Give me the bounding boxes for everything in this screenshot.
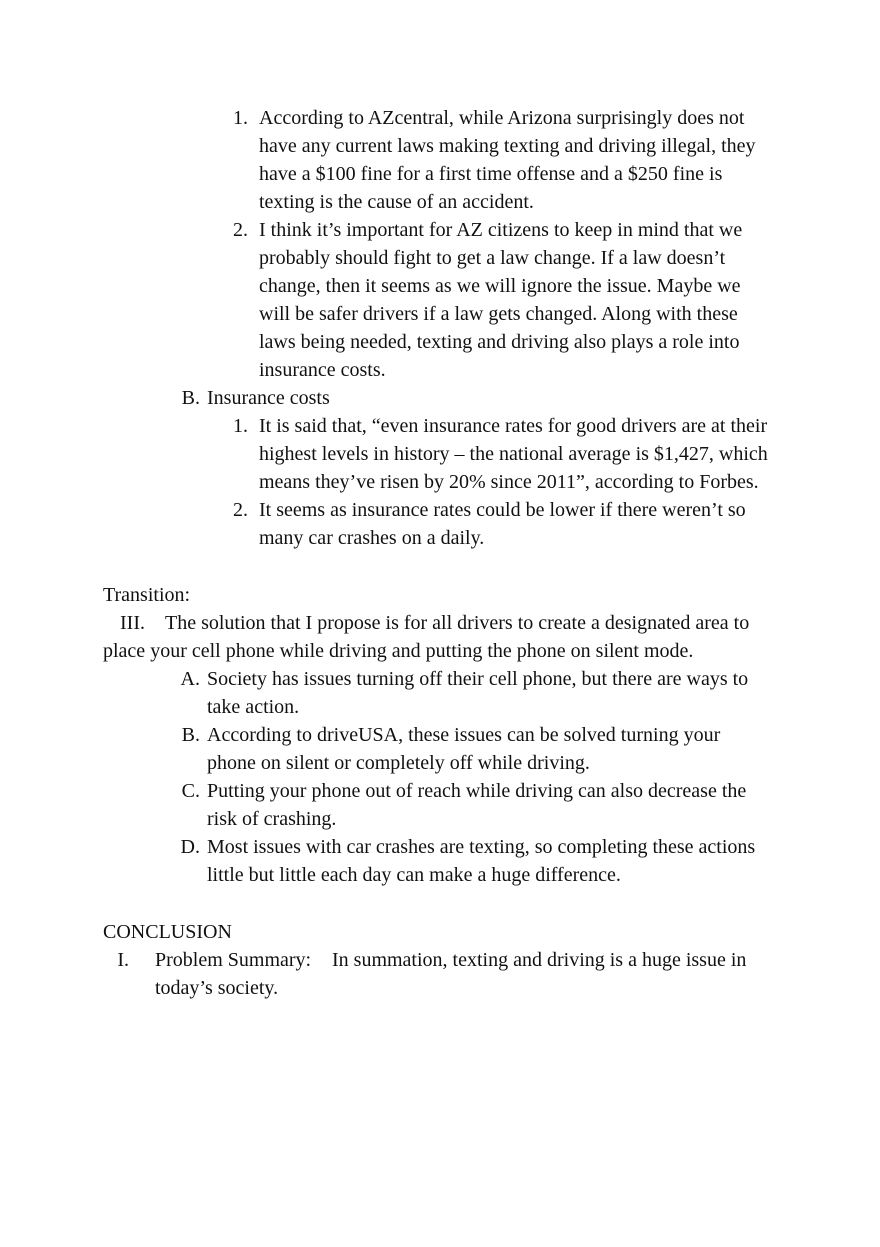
item-line: According to AZcentral, while Arizona surprisingly does not	[259, 107, 745, 129]
item-number: 2.	[233, 499, 248, 521]
item-number: 1.	[233, 415, 248, 437]
roman-numeral: III.	[120, 612, 145, 634]
item-line: laws being needed, texting and driving also plays a role into	[259, 331, 740, 353]
item-line: Most issues with car crashes are texting, so completing these actions	[207, 836, 756, 858]
conclusion-label: Problem Summary:	[155, 949, 312, 971]
item-line: phone on silent or completely off while driving.	[207, 752, 590, 774]
transition-label: Transition:	[103, 584, 191, 606]
item-line: It is said that, “even insurance rates for good drivers are at their	[259, 415, 768, 437]
item-line: Putting your phone out of reach while driving can also decrease the	[207, 780, 747, 802]
item-number: 1.	[233, 107, 248, 129]
conclusion-line: today’s society.	[155, 977, 279, 999]
item-letter: B.	[181, 724, 200, 746]
item-line: many car crashes on a daily.	[259, 527, 485, 549]
item-line: Society has issues turning off their cell phone, but there are ways to	[207, 668, 749, 690]
item-line: I think it’s important for AZ citizens to keep in mind that we	[259, 219, 743, 241]
item-number: 2.	[233, 219, 248, 241]
item-line: highest levels in history – the national average is $1,427, which	[259, 443, 768, 465]
item-line: have a $100 fine for a first time offense and a $250 fine is	[259, 163, 723, 185]
item-letter: D.	[180, 836, 200, 858]
item-line: risk of crashing.	[207, 808, 337, 830]
section-letter: B.	[181, 387, 200, 409]
item-line: probably should fight to get a law change. If a law doesn’t	[259, 247, 726, 269]
conclusion-line: In summation, texting and driving is a huge issue in	[332, 949, 747, 971]
item-line: insurance costs.	[259, 359, 386, 381]
item-letter: C.	[181, 780, 200, 802]
item-line: have any current laws making texting and driving illegal, they	[259, 135, 756, 157]
transition-line: The solution that I propose is for all drivers to create a designated area to	[165, 612, 750, 634]
conclusion-heading: CONCLUSION	[103, 921, 232, 943]
item-line: take action.	[207, 696, 300, 718]
item-line: According to driveUSA, these issues can be solved turning your	[207, 724, 721, 746]
transition-line: place your cell phone while driving and putting the phone on silent mode.	[103, 640, 694, 662]
item-letter: A.	[180, 668, 200, 690]
item-line: means they’ve risen by 20% since 2011”, according to Forbes.	[259, 471, 759, 493]
item-line: will be safer drivers if a law gets changed. Along with these	[259, 303, 738, 325]
roman-numeral: I.	[117, 949, 129, 971]
item-line: change, then it seems as we will ignore the issue. Maybe we	[259, 275, 741, 297]
item-line: It seems as insurance rates could be lower if there weren’t so	[259, 499, 746, 521]
item-line: texting is the cause of an accident.	[259, 191, 534, 213]
item-line: little but little each day can make a huge difference.	[207, 864, 621, 886]
section-title: Insurance costs	[207, 387, 330, 409]
